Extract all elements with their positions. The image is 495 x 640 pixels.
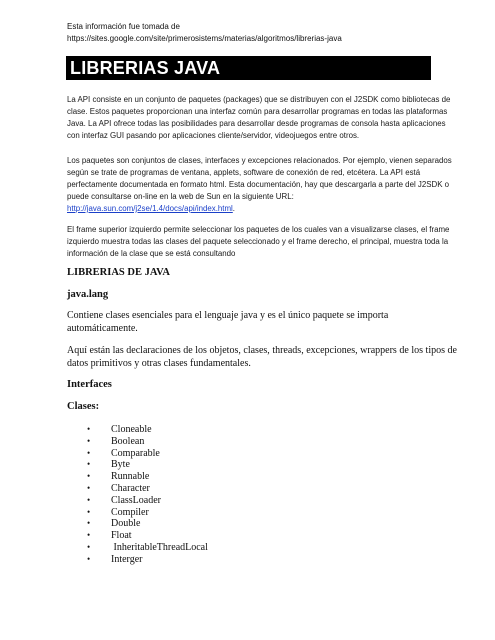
class-name: Character bbox=[111, 482, 150, 494]
intro-paragraph: La API consiste en un conjunto de paquetes (packages) que se distribuyen con el J2SDK como bibliotecas de clase. Estos paquetes proporcionan una interfaz común para desarrollar programas en todas las plataformas Java. La API ofrece todas las posibilidades para desarrollar desde programas de consola hasta aplicaciones con interfaz GUI pasando por aplicaciones cliente/servidor, videojuegos entre otros. bbox=[67, 95, 451, 140]
class-name: Compiler bbox=[111, 506, 149, 518]
bullet-icon: • bbox=[87, 459, 91, 470]
frames-paragraph: El frame superior izquierdo permite seleccionar los paquetes de los cuales van a visualizarse clases, el frame izquierdo muestra todas las clases del paquete seleccionado y el frame derecho, el principal, muestra toda la información de la clase que se está consultando bbox=[67, 225, 450, 258]
list-item bbox=[87, 483, 208, 495]
bullet-icon: • bbox=[87, 447, 91, 458]
list-item bbox=[87, 554, 208, 566]
class-name: Interger bbox=[111, 553, 143, 565]
packages-paragraph-end: . bbox=[232, 204, 235, 213]
class-name: Double bbox=[111, 518, 141, 530]
list-item bbox=[87, 459, 208, 471]
packages-paragraph-text: Los paquetes son conjuntos de clases, interfaces y excepciones relacionados. Por ejemplo, vienen separados según se trate de programas de ventana, applets, software de conexión de red, etcétera. La API está perfectamente documentada en formato html. Esta documentación, hay que descargarla a parte del J2SDK o puede consultarse on-line en la web de Sun en la siguiente URL: bbox=[67, 156, 452, 201]
class-name: Boolean bbox=[111, 435, 145, 447]
class-name: InheritableThreadLocal bbox=[111, 541, 208, 553]
list-item bbox=[87, 436, 208, 448]
section-heading: LIBRERIAS DE JAVA bbox=[67, 267, 170, 278]
source-note-line1: Esta información fue tomada de bbox=[67, 22, 180, 31]
class-name: ClassLoader bbox=[111, 494, 161, 506]
bullet-icon: • bbox=[87, 471, 91, 482]
list-item bbox=[87, 495, 208, 507]
list-item bbox=[87, 518, 208, 530]
bullet-icon: • bbox=[87, 435, 91, 446]
page-title: LIBRERIAS JAVA bbox=[66, 56, 431, 80]
class-name: Runnable bbox=[111, 471, 150, 483]
list-item bbox=[87, 530, 208, 542]
packages-paragraph bbox=[67, 155, 457, 215]
bullet-icon: • bbox=[87, 530, 91, 541]
bullet-icon: • bbox=[87, 506, 91, 517]
class-name: Cloneable bbox=[111, 424, 152, 435]
classes-heading: Clases: bbox=[67, 401, 100, 412]
list-item bbox=[87, 507, 208, 519]
bullet-icon: • bbox=[87, 553, 91, 564]
package-name: java.lang bbox=[67, 289, 109, 300]
source-note bbox=[67, 21, 487, 45]
classes-list bbox=[87, 424, 208, 566]
bullet-icon: • bbox=[87, 494, 91, 505]
class-name: Comparable bbox=[111, 447, 160, 459]
list-item bbox=[87, 471, 208, 483]
class-name: Float bbox=[111, 530, 132, 542]
bullet-icon: • bbox=[87, 482, 91, 493]
bullet-icon: • bbox=[87, 518, 91, 529]
class-name: Byte bbox=[111, 459, 130, 471]
bullet-icon: • bbox=[87, 541, 91, 552]
list-item bbox=[87, 448, 208, 460]
package-contents: Aquí están las declaraciones de los objetos, clases, threads, excepciones, wrappers de los tipos de datos primitivos y otras clases fundamentales. bbox=[67, 345, 457, 369]
list-item bbox=[87, 542, 208, 554]
interfaces-heading: Interfaces bbox=[67, 379, 112, 390]
list-item bbox=[87, 424, 208, 436]
source-note-url: https://sites.google.com/site/primerosistems/materias/algoritmos/librerias-java bbox=[67, 34, 342, 43]
package-description: Contiene clases esenciales para el lenguaje java y es el único paquete se importa automáticamente. bbox=[67, 310, 389, 334]
bullet-icon: • bbox=[87, 424, 91, 434]
api-docs-link[interactable]: http://java.sun.com/j2se/1.4/docs/api/index.html bbox=[67, 204, 233, 213]
